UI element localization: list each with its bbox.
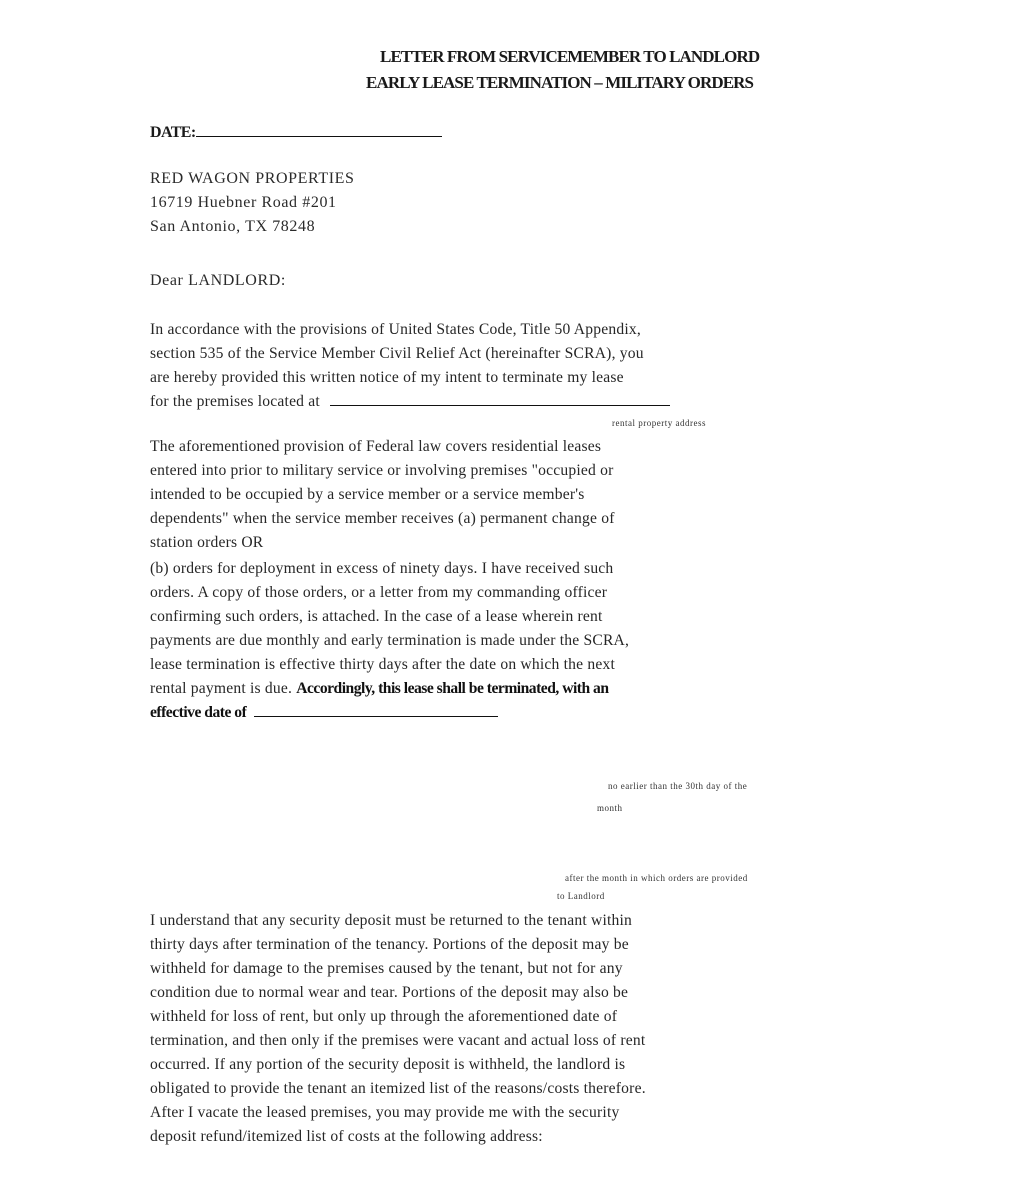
note-month: month	[597, 803, 623, 813]
date-label: DATE:	[150, 124, 196, 141]
effective-date-field[interactable]	[254, 704, 498, 717]
termination-statement: Accordingly, this lease shall be terminated, with an	[296, 680, 609, 697]
paragraph2-line: dependents" when the service member receives (a) permanent change of	[150, 510, 615, 527]
paragraph3-plain-text: rental payment is due.	[150, 680, 293, 697]
paragraph4-line: thirty days after termination of the tenancy. Portions of the deposit may be	[150, 936, 629, 953]
note-to-landlord: to Landlord	[557, 891, 605, 901]
recipient-street: 16719 Huebner Road #201	[150, 194, 337, 211]
paragraph4-line: After I vacate the leased premises, you may provide me with the security	[150, 1104, 620, 1121]
paragraph2-line: entered into prior to military service or involving premises "occupied or	[150, 462, 614, 479]
note-after-month: after the month in which orders are provided	[565, 873, 748, 883]
effective-date-row	[150, 704, 498, 722]
salutation: Dear LANDLORD:	[150, 272, 286, 289]
paragraph3-line: orders. A copy of those orders, or a letter from my commanding officer	[150, 584, 608, 601]
paragraph1-line-text: for the premises located at	[150, 393, 320, 410]
paragraph4-line: withheld for damage to the premises caused by the tenant, but not for any	[150, 960, 623, 977]
note-earliest-day: no earlier than the 30th day of the	[608, 781, 748, 791]
paragraph1-line: are hereby provided this written notice of my intent to terminate my lease	[150, 369, 624, 386]
paragraph4-line: condition due to normal wear and tear. Portions of the deposit may also be	[150, 984, 629, 1001]
paragraph4-line: I understand that any security deposit must be returned to the tenant within	[150, 912, 633, 929]
paragraph4-line: withheld for loss of rent, but only up through the aforementioned date of	[150, 1008, 618, 1025]
date-field[interactable]	[196, 122, 442, 137]
recipient-city: San Antonio, TX 78248	[150, 218, 316, 235]
paragraph2-line: intended to be occupied by a service member or a service member's	[150, 486, 585, 503]
paragraph3-last-line	[150, 680, 609, 698]
paragraph3-line: confirming such orders, is attached. In the case of a lease wherein rent	[150, 608, 603, 625]
letter-title-line2: EARLY LEASE TERMINATION – MILITARY ORDERS	[366, 73, 754, 92]
effective-date-label: effective date of	[150, 704, 247, 721]
paragraph1-line	[150, 393, 670, 411]
paragraph2-line: station orders OR	[150, 534, 264, 551]
paragraph3-line: lease termination is effective thirty days after the date on which the next	[150, 656, 616, 673]
paragraph2-line: The aforementioned provision of Federal law covers residential leases	[150, 438, 602, 455]
date-row	[150, 122, 442, 142]
paragraph3-line: (b) orders for deployment in excess of ninety days. I have received such	[150, 560, 614, 577]
letter-title-line1: LETTER FROM SERVICEMEMBER TO LANDLORD	[380, 47, 760, 66]
paragraph4-line: deposit refund/itemized list of costs at the following address:	[150, 1128, 543, 1145]
recipient-name: RED WAGON PROPERTIES	[150, 170, 355, 187]
paragraph1-line: In accordance with the provisions of United States Code, Title 50 Appendix,	[150, 321, 641, 338]
paragraph4-line: obligated to provide the tenant an itemized list of the reasons/costs therefore.	[150, 1080, 646, 1097]
paragraph1-line: section 535 of the Service Member Civil Relief Act (hereinafter SCRA), you	[150, 345, 644, 362]
paragraph4-line: occurred. If any portion of the security deposit is withheld, the landlord is	[150, 1056, 626, 1073]
rental-address-field[interactable]	[330, 393, 670, 406]
paragraph3-line: payments are due monthly and early termination is made under the SCRA,	[150, 632, 630, 649]
rental-address-caption: rental property address	[612, 418, 706, 428]
paragraph4-line: termination, and then only if the premises were vacant and actual loss of rent	[150, 1032, 646, 1049]
